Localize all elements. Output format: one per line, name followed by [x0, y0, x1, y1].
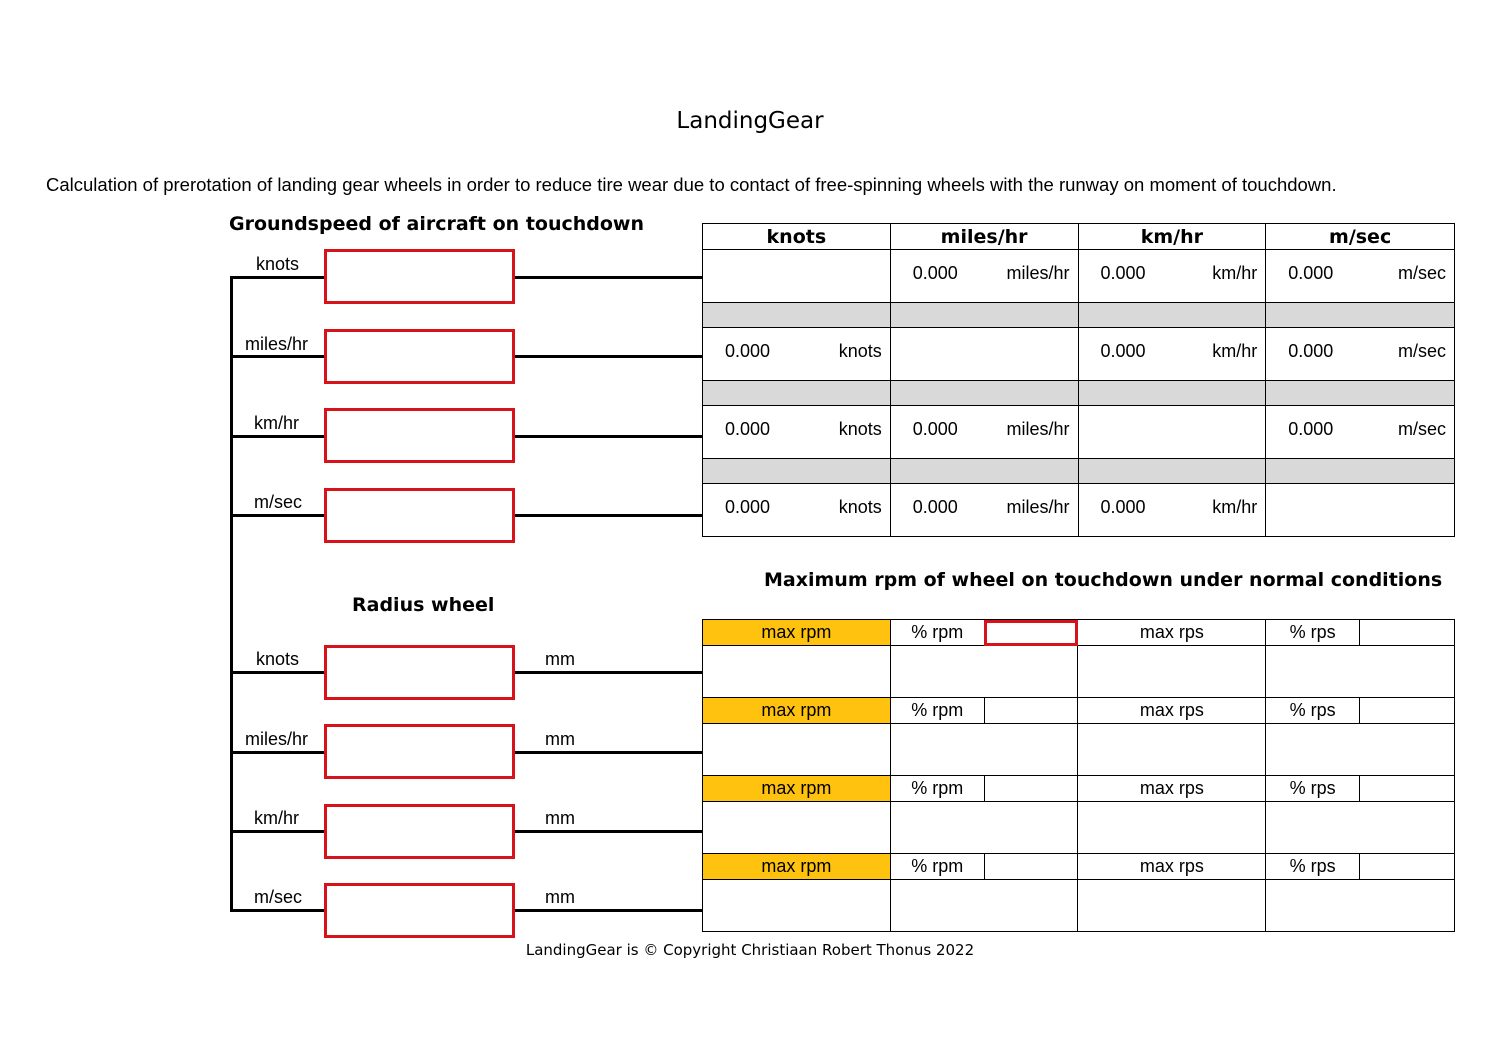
table-cell — [890, 250, 1078, 303]
max-rps-label: max rps — [1078, 698, 1266, 724]
input-label-knots: knots — [256, 254, 300, 274]
rpm-heading: Maximum rpm of wheel on touchdown under normal conditions — [764, 569, 1443, 591]
cell-unit: km/hr — [1212, 263, 1258, 283]
col-header-miles-hr: miles/hr — [890, 224, 1078, 250]
table-row — [703, 484, 1455, 537]
table-row — [703, 406, 1455, 459]
connector-line — [230, 355, 325, 358]
cell-value: 0.000 — [725, 419, 771, 439]
separator-row — [703, 381, 1455, 406]
radius-unit: mm — [545, 729, 575, 749]
connector-line — [515, 276, 703, 279]
cell-unit: m/sec — [1397, 341, 1446, 361]
rpm-header-row — [703, 854, 1455, 880]
pct-rps-value — [1360, 620, 1455, 646]
rpm-table — [702, 619, 1455, 932]
pct-rpm-label: % rpm — [890, 854, 984, 880]
connector-line — [515, 909, 703, 912]
connector-line — [515, 751, 703, 754]
cell-value: 0.000 — [725, 341, 771, 361]
page-title: LandingGear — [676, 108, 824, 134]
max-rps-label: max rps — [1078, 854, 1266, 880]
radius-unit: mm — [545, 649, 575, 669]
pct-rpm-value — [984, 776, 1078, 802]
input-label-km-hr: km/hr — [254, 413, 299, 433]
connector-line — [230, 435, 325, 438]
max-rpm-value — [703, 880, 891, 932]
cell-value: 0.000 — [1288, 263, 1334, 283]
connector-line — [515, 514, 703, 517]
table-cell — [1078, 484, 1266, 537]
col-header-m-sec: m/sec — [1266, 224, 1455, 250]
speed-conversion-table — [702, 223, 1455, 537]
radius-heading: Radius wheel — [352, 594, 495, 616]
description: Calculation of prerotation of landing gear wheels in order to reduce tire wear due to contact of free-spinning wheels with the runway on moment of touchdown. — [46, 174, 1337, 195]
table-cell — [1078, 406, 1266, 459]
connector-line — [230, 751, 325, 754]
radius-m-sec-input[interactable] — [324, 883, 515, 938]
connector-line — [230, 909, 325, 912]
groundspeed-knots-input[interactable] — [324, 249, 515, 304]
table-cell — [890, 328, 1078, 381]
table-cell — [703, 250, 891, 303]
table-cell — [1266, 250, 1455, 303]
radius-label-knots: knots — [256, 649, 300, 669]
table-cell — [1266, 406, 1455, 459]
pct-rpm-value — [890, 880, 1078, 932]
radius-unit: mm — [545, 808, 575, 828]
pct-rps-label: % rps — [1266, 776, 1360, 802]
pct-rps-value — [1360, 854, 1455, 880]
col-header-knots: knots — [703, 224, 891, 250]
pct-rpm-value — [890, 802, 1078, 854]
input-label-m-sec: m/sec — [254, 492, 303, 512]
pct-rps-result — [1266, 880, 1455, 932]
radius-miles-hr-input[interactable] — [324, 724, 515, 779]
pct-rpm-label: % rpm — [890, 620, 984, 646]
rpm-header-row — [703, 698, 1455, 724]
cell-value: 0.000 — [1100, 497, 1146, 517]
radius-label-km-hr: km/hr — [254, 808, 299, 828]
cell-unit: miles/hr — [1006, 263, 1070, 283]
rpm-header-row — [703, 620, 1455, 646]
max-rps-value — [1078, 880, 1266, 932]
rpm-value-row — [703, 724, 1455, 776]
pct-rpm-value — [890, 724, 1078, 776]
rpm-value-row — [703, 646, 1455, 698]
pct-rpm-label: % rpm — [890, 776, 984, 802]
max-rpm-value — [703, 646, 891, 698]
pct-rps-label: % rps — [1266, 854, 1360, 880]
cell-unit: knots — [838, 419, 882, 439]
rpm-value-row — [703, 880, 1455, 932]
groundspeed-m-sec-input[interactable] — [324, 488, 515, 543]
connector-line — [515, 355, 703, 358]
cell-unit: m/sec — [1397, 263, 1446, 283]
separator-row — [703, 459, 1455, 484]
connector-line — [515, 830, 703, 833]
separator-row — [703, 303, 1455, 328]
cell-unit: km/hr — [1212, 497, 1258, 517]
table-cell — [703, 406, 891, 459]
cell-value: 0.000 — [725, 497, 771, 517]
pct-rps-result — [1266, 724, 1455, 776]
cell-value: 0.000 — [912, 419, 958, 439]
cell-unit: m/sec — [1397, 419, 1446, 439]
rpm-header-row — [703, 776, 1455, 802]
max-rps-value — [1078, 724, 1266, 776]
table-row — [703, 328, 1455, 381]
bracket-line — [230, 276, 233, 912]
max-rpm-value — [703, 802, 891, 854]
pct-rpm-value — [984, 698, 1078, 724]
max-rps-label: max rps — [1078, 620, 1266, 646]
cell-unit: miles/hr — [1006, 497, 1070, 517]
radius-label-miles-hr: miles/hr — [245, 729, 309, 749]
pct-rpm-label: % rpm — [890, 698, 984, 724]
cell-unit: miles/hr — [1006, 419, 1070, 439]
table-cell — [1078, 328, 1266, 381]
max-rps-value — [1078, 646, 1266, 698]
table-cell — [1266, 484, 1455, 537]
radius-unit: mm — [545, 887, 575, 907]
cell-value: 0.000 — [1288, 341, 1334, 361]
cell-value: 0.000 — [912, 497, 958, 517]
cell-value: 0.000 — [1288, 419, 1334, 439]
pct-rps-value — [1360, 776, 1455, 802]
table-row — [703, 250, 1455, 303]
connector-line — [230, 514, 325, 517]
radius-knots-input[interactable] — [324, 645, 515, 700]
pct-rps-value — [1360, 698, 1455, 724]
max-rpm-label: max rpm — [703, 620, 891, 646]
table-cell — [890, 484, 1078, 537]
cell-value: 0.000 — [1100, 263, 1146, 283]
max-rpm-label: max rpm — [703, 776, 891, 802]
input-label-miles-hr: miles/hr — [245, 334, 309, 354]
groundspeed-km-hr-input[interactable] — [324, 408, 515, 463]
pct-rpm-value — [984, 854, 1078, 880]
pct-rps-result — [1266, 646, 1455, 698]
pct-rpm-input[interactable] — [984, 620, 1078, 646]
groundspeed-miles-hr-input[interactable] — [324, 329, 515, 384]
max-rps-label: max rps — [1078, 776, 1266, 802]
radius-label-m-sec: m/sec — [254, 887, 303, 907]
copyright-footer: LandingGear is © Copyright Christiaan Robert Thonus 2022 — [525, 941, 975, 959]
max-rpm-label: max rpm — [703, 698, 891, 724]
table-cell — [890, 406, 1078, 459]
pct-rps-label: % rps — [1266, 698, 1360, 724]
table-cell — [703, 484, 891, 537]
max-rpm-label: max rpm — [703, 854, 891, 880]
connector-line — [515, 671, 703, 674]
connector-line — [230, 276, 325, 279]
pct-rpm-value — [890, 646, 1078, 698]
cell-unit: km/hr — [1212, 341, 1258, 361]
max-rps-value — [1078, 802, 1266, 854]
groundspeed-heading: Groundspeed of aircraft on touchdown — [229, 213, 645, 235]
pct-rps-result — [1266, 802, 1455, 854]
table-cell — [1266, 328, 1455, 381]
connector-line — [230, 671, 325, 674]
cell-value: 0.000 — [912, 263, 958, 283]
cell-unit: knots — [838, 497, 882, 517]
cell-unit: knots — [838, 341, 882, 361]
table-cell — [703, 328, 891, 381]
radius-km-hr-input[interactable] — [324, 804, 515, 859]
max-rpm-value — [703, 724, 891, 776]
rpm-value-row — [703, 802, 1455, 854]
connector-line — [515, 435, 703, 438]
pct-rps-label: % rps — [1266, 620, 1360, 646]
cell-value: 0.000 — [1100, 341, 1146, 361]
col-header-km-hr: km/hr — [1078, 224, 1266, 250]
table-cell — [1078, 250, 1266, 303]
connector-line — [230, 830, 325, 833]
